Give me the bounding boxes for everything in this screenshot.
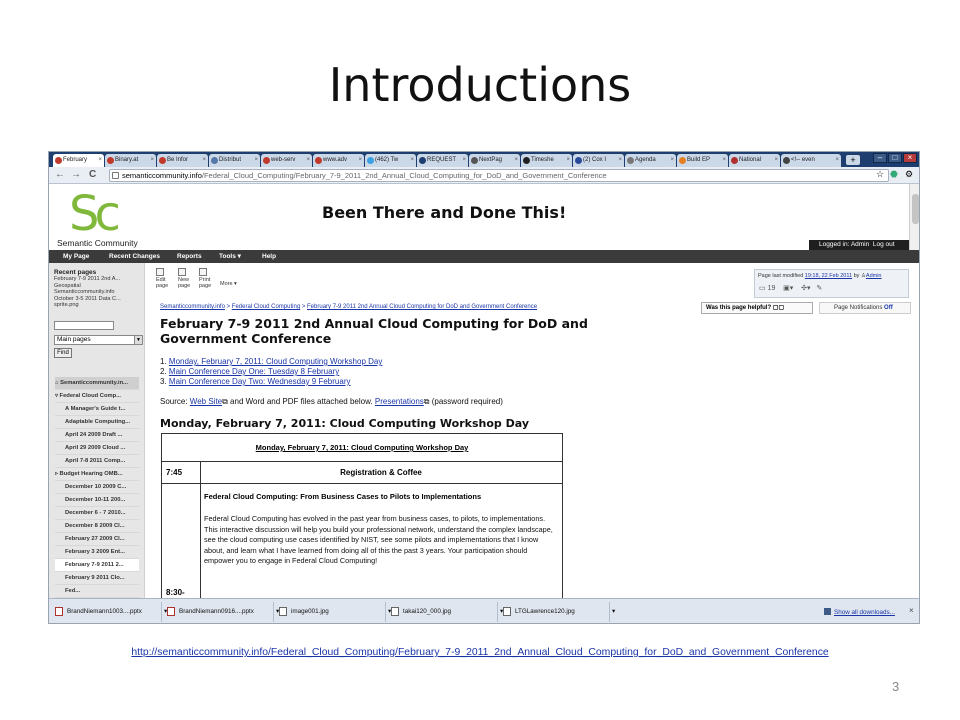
more-menu-button[interactable]: More ▾ — [220, 281, 237, 287]
close-icon[interactable]: × — [774, 157, 778, 163]
website-link[interactable]: Web Site — [189, 397, 223, 406]
close-icon[interactable]: × — [254, 157, 258, 163]
favicon-icon — [367, 157, 374, 164]
download-item[interactable] — [279, 603, 329, 620]
tree-icon[interactable]: ✣▾ — [801, 285, 811, 292]
download-item[interactable] — [503, 603, 575, 620]
user-icon: ♙ — [860, 273, 866, 279]
browser-tab[interactable] — [469, 154, 520, 167]
site-header — [49, 184, 920, 250]
tree-item[interactable]: ▿ Federal Cloud Comp... — [55, 390, 139, 403]
bookmark-star-icon[interactable]: ☆ — [876, 169, 885, 179]
browser-tab[interactable] — [417, 154, 468, 167]
chevron-down-icon[interactable]: ▾ — [500, 608, 504, 615]
favicon-icon — [263, 157, 270, 164]
tab-strip — [49, 152, 920, 167]
tree-item[interactable]: ▹ Budget Hearing OMB... — [55, 468, 139, 481]
button-label: Edit — [156, 277, 166, 283]
favicon-icon — [419, 157, 426, 164]
new-page-icon — [178, 268, 186, 276]
toc-link[interactable]: Main Conference Day Two: Wednesday 9 February — [168, 377, 351, 386]
tree-item[interactable]: February 9 2011 Clo... — [55, 572, 139, 585]
view-icon[interactable]: ▣▾ — [783, 285, 794, 292]
close-icon[interactable]: × — [358, 157, 362, 163]
main-content — [146, 263, 920, 598]
forward-button[interactable]: → — [71, 169, 81, 180]
tag-icon[interactable]: ✎ — [816, 285, 823, 292]
chevron-down-icon[interactable]: ▾ — [612, 608, 616, 615]
tree-item[interactable]: April 24 2009 Draft ... — [55, 429, 139, 442]
favicon-icon — [159, 157, 166, 164]
browser-tab[interactable] — [261, 154, 312, 167]
helpful-label: Was this page helpful? — [706, 305, 772, 311]
favicon-icon — [575, 157, 582, 164]
source-text: and Word and PDF files attached below. — [227, 397, 375, 406]
meta-prefix: Page last modified — [758, 273, 805, 279]
tab-label: Binary.at — [115, 157, 139, 163]
close-icon[interactable]: × — [202, 157, 206, 163]
tree-item[interactable]: December 10-11 200... — [55, 494, 139, 507]
favicon-icon — [107, 157, 114, 164]
meta-by: by — [852, 273, 861, 279]
site-logo[interactable]: Sc — [69, 186, 116, 242]
agenda-session-title: Federal Cloud Computing: From Business Cases to Pilots to Implementations — [204, 492, 482, 501]
find-button[interactable]: Find — [54, 348, 72, 358]
toc-link[interactable]: Main Conference Day One: Tuesday 8 February — [168, 367, 340, 376]
printer-icon — [199, 268, 207, 276]
image-file-icon — [279, 607, 287, 616]
tree-item[interactable]: April 7-8 2011 Comp... — [55, 455, 139, 468]
browser-tab[interactable] — [625, 154, 676, 167]
agenda-column-divider — [200, 462, 201, 604]
close-icon[interactable]: × — [835, 157, 839, 163]
powerpoint-file-icon — [55, 607, 63, 616]
show-all-label: Show all downloads... — [834, 609, 895, 616]
favicon-icon — [731, 157, 738, 164]
site-banner: Been There and Done This! — [322, 203, 567, 222]
download-filename: image001.jpg — [291, 608, 329, 615]
thumbs-up-icon[interactable]: ▢ — [772, 305, 779, 311]
image-file-icon — [391, 607, 399, 616]
browser-tab[interactable] — [157, 154, 208, 167]
menu-recent-changes[interactable]: Recent Changes — [109, 253, 160, 260]
tab-label: (462) Tw — [375, 157, 399, 163]
close-icon[interactable]: × — [514, 157, 518, 163]
login-bar — [809, 240, 920, 250]
agenda-registration: Registration & Coffee — [340, 468, 422, 477]
close-icon[interactable]: × — [618, 157, 622, 163]
new-page-button[interactable] — [178, 268, 190, 289]
tree-item[interactable]: December 10 2009 C... — [55, 481, 139, 494]
close-icon[interactable]: × — [410, 157, 414, 163]
agenda-header: Monday, February 7, 2011: Cloud Computing Workshop Day — [162, 434, 562, 462]
login-user-link[interactable]: Admin — [850, 241, 870, 248]
close-icon[interactable]: × — [462, 157, 466, 163]
close-icon[interactable]: × — [566, 157, 570, 163]
chevron-down-icon: ▼ — [134, 336, 142, 344]
recent-pages-heading: Recent pages — [54, 269, 97, 276]
image-file-icon — [503, 607, 511, 616]
menu-reports[interactable]: Reports — [177, 253, 202, 260]
navigation-bar — [49, 167, 920, 184]
tab-label: Distribut — [219, 157, 242, 163]
downloads-bar — [49, 598, 920, 624]
toc-entry — [160, 377, 382, 387]
breadcrumb-link[interactable]: Semanticcommunity.info — [160, 304, 225, 310]
browser-tab[interactable] — [209, 154, 260, 167]
recent-page-link[interactable]: October 3-5 2011 Data C... — [54, 295, 121, 302]
breadcrumb-link[interactable]: Federal Cloud Computing — [231, 304, 301, 310]
maximize-button[interactable]: □ — [888, 153, 902, 163]
site-logo-subtitle: Semantic Community — [57, 238, 138, 248]
tab-label: NextPag — [479, 157, 503, 163]
external-link-icon: ⧉ — [423, 397, 430, 406]
tab-label: REQUEST — [427, 157, 457, 163]
chevron-down-icon[interactable]: ▾ — [388, 608, 392, 615]
chevron-down-icon[interactable]: ▾ — [164, 608, 168, 615]
file-count: 19 — [767, 285, 776, 292]
button-label: Print — [199, 277, 211, 283]
tab-label: National — [739, 157, 762, 163]
meta-date-link[interactable]: 19:18, 22 Feb 2011 — [804, 273, 853, 279]
powerpoint-file-icon — [167, 607, 175, 616]
thumbs-down-icon[interactable]: ▢ — [778, 305, 785, 311]
address-host: semanticcommunity.info — [122, 171, 202, 180]
browser-tab[interactable] — [313, 154, 364, 167]
button-label: page — [156, 283, 169, 289]
close-icon[interactable]: × — [98, 157, 102, 163]
favicon-icon — [627, 157, 634, 164]
tree-item[interactable]: December 6 - 7 2010... — [55, 507, 139, 520]
menu-tools[interactable]: Tools ▾ — [219, 253, 241, 260]
favicon-icon — [55, 157, 62, 164]
browser-tab[interactable] — [573, 154, 624, 167]
logout-link[interactable]: Log out — [872, 241, 895, 248]
tab-label: Agenda — [635, 157, 656, 163]
slide-title: Introductions — [328, 58, 632, 112]
tab-label: Be Infor — [167, 157, 189, 163]
folder-icon[interactable]: ▭ — [759, 285, 766, 292]
recent-page-link[interactable]: February 7-9 2011 2nd A... — [54, 276, 121, 282]
edit-icon — [156, 268, 164, 276]
external-link-icon: ⧉ — [222, 397, 228, 406]
tab-label: February — [63, 157, 88, 163]
tab-label: www.adv — [323, 157, 348, 163]
close-icon[interactable]: × — [909, 606, 914, 615]
browser-tab[interactable] — [365, 154, 416, 167]
download-filename: BrandNiemann0916....pptx — [179, 608, 254, 615]
button-label: New — [178, 277, 190, 283]
recent-page-link[interactable]: Geospatial — [54, 282, 81, 289]
notifications-state: Off — [884, 305, 893, 311]
extension-icon[interactable]: ⬣ — [890, 169, 898, 179]
section-heading: Monday, February 7, 2011: Cloud Computing Workshop Day — [160, 417, 529, 430]
tree-item[interactable]: A Manager's Guide t... — [55, 403, 139, 416]
favicon-icon — [315, 157, 322, 164]
toc-number: 2. — [160, 367, 169, 376]
button-label: page — [178, 283, 191, 289]
table-of-contents — [160, 357, 382, 387]
favicon-icon — [471, 157, 478, 164]
notifications-label: Page Notifications — [834, 305, 885, 311]
browser-tab[interactable] — [53, 154, 104, 167]
breadcrumb-link[interactable]: February 7-9 2011 2nd Annual Cloud Computing for DoD and Government Conference — [307, 304, 538, 310]
divider — [497, 602, 498, 622]
favicon-icon — [679, 157, 686, 164]
site-menu-bar — [49, 250, 920, 263]
download-item[interactable] — [167, 603, 254, 620]
login-prefix: Logged in: — [819, 241, 851, 248]
print-page-button[interactable] — [199, 268, 211, 289]
search-scope-value: Main pages — [57, 336, 91, 343]
address-path: /Federal_Cloud_Computing/February_7-9_2011_2nd_Annual_Cloud_Computing_for_DoD_and_Government_Conference — [201, 171, 607, 180]
download-icon — [824, 608, 831, 615]
close-window-button[interactable]: × — [903, 153, 917, 163]
tree-item[interactable]: ⌂ Semanticcommunity.in... — [55, 377, 139, 390]
toc-entry — [160, 357, 382, 367]
left-sidebar — [49, 263, 145, 598]
tree-item[interactable]: Adaptable Computing... — [55, 416, 139, 429]
minimize-button[interactable]: – — [873, 153, 887, 163]
browser-tab[interactable] — [677, 154, 728, 167]
download-filename: BrandNiemann1003....pptx — [67, 608, 142, 615]
download-item[interactable] — [55, 603, 142, 620]
download-filename: takai120_000.jpg — [403, 608, 451, 615]
tree-item[interactable]: April 29 2009 Cloud ... — [55, 442, 139, 455]
download-filename: LTGLawrence120.jpg — [515, 608, 575, 615]
presentations-link[interactable]: Presentations — [374, 397, 424, 406]
back-button[interactable]: ← — [55, 169, 65, 180]
breadcrumb — [160, 304, 537, 310]
page-meta-box — [754, 269, 909, 298]
tree-item[interactable]: February 27 2009 Cl... — [55, 533, 139, 546]
close-icon[interactable]: × — [150, 157, 154, 163]
meta-icon-row — [759, 284, 822, 292]
toc-number: 1. — [160, 357, 169, 366]
footer-url-link[interactable]: http://semanticcommunity.info/Federal_Cloud_Computing/February_7-9_2011_2nd_Annual_Cloud_Computing_for_DoD_and_Government_Conference — [131, 647, 829, 658]
tree-item[interactable]: December 8 2009 Cl... — [55, 520, 139, 533]
toc-number: 3. — [160, 377, 169, 386]
source-line — [160, 397, 503, 407]
toc-link[interactable]: Monday, February 7, 2011: Cloud Computing Workshop Day — [168, 357, 383, 366]
tab-label: (2) Cox I — [583, 157, 607, 163]
agenda-session-body: Federal Cloud Computing has evolved in the past year from business cases, to pilots, to implementations. This interactive discussion will help you build your professional network, understand the complex landscape, see the cloud computing use cases identified by NIST, see some pilots and implementations that I know about, and learn what I have learned from doing all of this the past 3 years. Your participation should empower you to engage in Federal Cloud Computing! — [204, 514, 553, 566]
agenda-time: 7:45 — [166, 468, 183, 477]
page-icon — [112, 172, 119, 179]
address-bar[interactable] — [109, 169, 889, 182]
toc-entry — [160, 367, 382, 377]
tree-item[interactable]: February 3 2009 Ent... — [55, 546, 139, 559]
browser-screenshot — [48, 151, 920, 624]
tree-item-current[interactable]: February 7-9 2011 2... — [55, 559, 139, 572]
show-all-downloads-link[interactable] — [824, 608, 895, 616]
divider — [609, 602, 610, 622]
button-label: page — [199, 283, 212, 289]
reload-button[interactable]: C — [89, 169, 97, 180]
menu-help[interactable]: Help — [262, 253, 277, 260]
tree-item[interactable]: Fed... — [55, 585, 139, 598]
scrollbar-thumb[interactable] — [912, 194, 919, 224]
edit-page-button[interactable] — [156, 268, 168, 289]
recent-page-link[interactable]: Semanticcommunity.info — [54, 289, 115, 296]
wrench-icon[interactable]: ⚙ — [905, 169, 914, 179]
browser-tab[interactable] — [521, 154, 572, 167]
close-icon[interactable]: × — [722, 157, 726, 163]
recent-page-link[interactable]: sprite.png — [54, 302, 79, 309]
slide-number: 3 — [892, 679, 900, 694]
tab-label: Build EP — [687, 157, 711, 163]
breadcrumb-separator: > — [226, 304, 231, 310]
divider — [385, 602, 386, 622]
page-notifications-button[interactable] — [819, 302, 911, 314]
tree-item-label: Federal Cloud Comp... — [59, 393, 122, 399]
recent-pages-list — [54, 276, 121, 309]
agenda-table — [161, 433, 563, 603]
favicon-icon — [211, 157, 218, 164]
search-input[interactable] — [54, 321, 114, 330]
page-helpful-widget — [701, 302, 813, 314]
agenda-time: 8:30- — [166, 588, 185, 597]
tree-item-label: Semanticcommunity.in... — [60, 380, 128, 386]
browser-tab[interactable] — [781, 154, 841, 167]
browser-tab[interactable] — [729, 154, 780, 167]
divider — [273, 602, 274, 622]
divider — [161, 602, 162, 622]
close-icon[interactable]: × — [670, 157, 674, 163]
menu-my-page[interactable]: My Page — [63, 253, 90, 260]
tab-label: <!-- even — [791, 157, 815, 163]
new-tab-button[interactable]: + — [846, 155, 860, 165]
tree-item-label: Budget Hearing OMB... — [59, 471, 123, 477]
source-suffix: (password required) — [429, 397, 503, 406]
tab-label: web-serv — [271, 157, 296, 163]
page-title: February 7-9 2011 2nd Annual Cloud Computing for DoD and Government Conference — [160, 316, 588, 346]
favicon-icon — [783, 157, 790, 164]
chevron-down-icon[interactable]: ▾ — [276, 608, 280, 615]
meta-author-link[interactable]: Admin — [865, 273, 882, 279]
source-label: Source: — [160, 397, 190, 406]
tab-label: Timeshe — [531, 157, 554, 163]
favicon-icon — [523, 157, 530, 164]
download-item[interactable] — [391, 603, 451, 620]
close-icon[interactable]: × — [306, 157, 310, 163]
search-scope-select[interactable] — [54, 335, 143, 345]
browser-tab[interactable] — [105, 154, 156, 167]
breadcrumb-separator: > — [301, 304, 306, 310]
